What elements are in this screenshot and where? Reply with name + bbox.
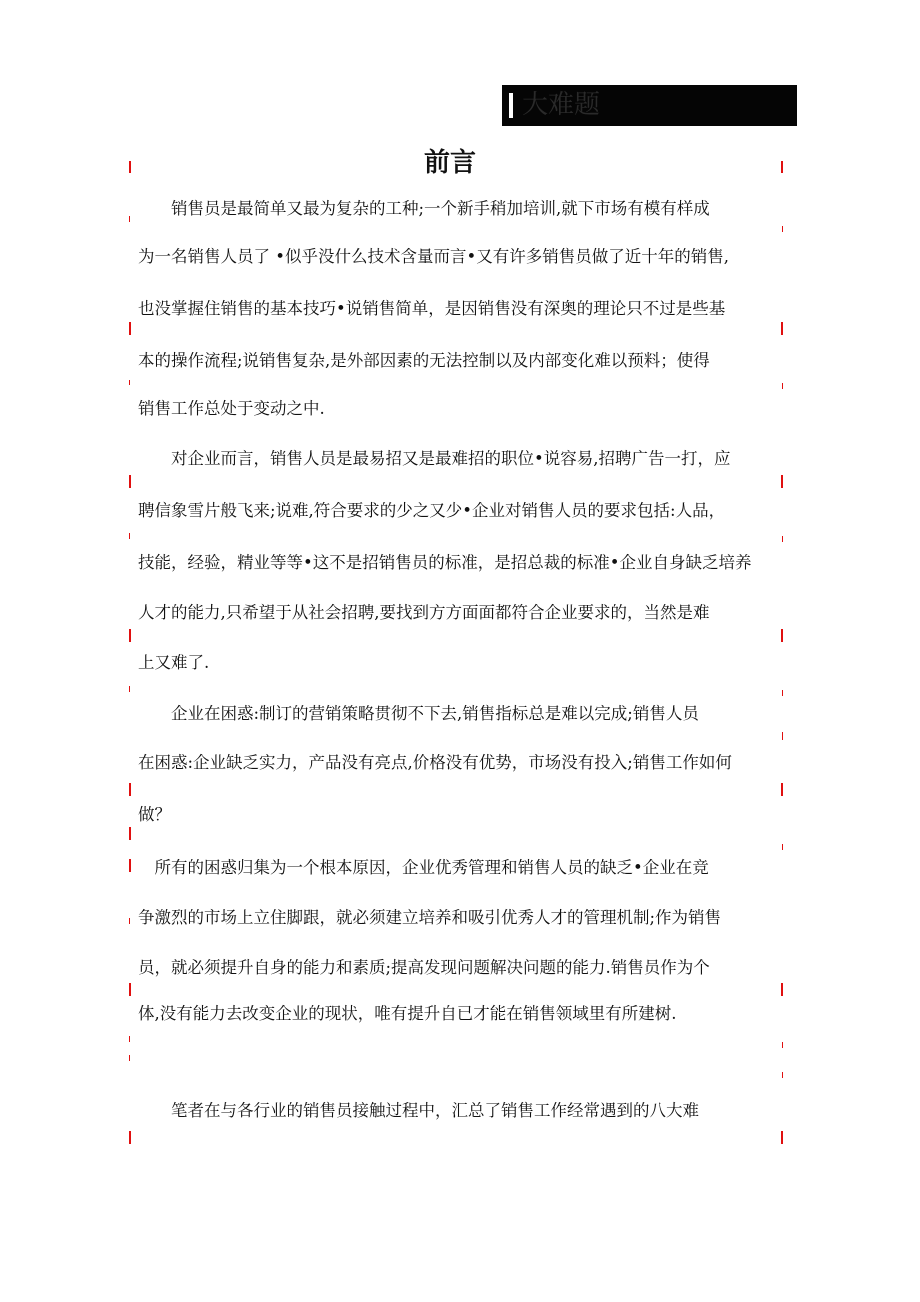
margin-mark <box>782 536 783 542</box>
margin-mark <box>129 686 130 692</box>
text-line: 技能，经验，精业等等•这不是招销售员的标准，是招总裁的标准•企业自身缺乏培养 <box>138 553 752 572</box>
margin-mark <box>781 629 783 642</box>
margin-mark <box>129 983 131 996</box>
text-line: 人才的能力,只希望于从社会招聘,要找到方方面面都符合企业要求的，当然是难 <box>138 603 710 622</box>
banner-bar-mark <box>509 93 513 118</box>
margin-mark <box>782 1072 783 1078</box>
margin-mark <box>781 783 783 796</box>
text-line: 本的操作流程;说销售复杂,是外部因素的无法控制以及内部变化难以预料；使得 <box>138 351 710 370</box>
text-line: 企业在困惑:制订的营销策略贯彻不下去,销售指标总是难以完成;销售人员 <box>138 704 699 723</box>
margin-mark <box>129 859 131 872</box>
text-line: 上又难了. <box>138 653 210 672</box>
margin-mark <box>129 380 130 385</box>
margin-mark <box>782 383 783 389</box>
text-line: 聘信象雪片般飞来;说难,符合要求的少之又少•企业对销售人员的要求包括:人品， <box>138 501 726 520</box>
margin-mark <box>129 216 130 222</box>
page-title: 前言 <box>423 148 476 178</box>
text-line: 在困惑:企业缺乏实力，产品没有亮点,价格没有优势，市场没有投入;销售工作如何 <box>138 753 732 772</box>
margin-mark <box>782 690 783 696</box>
text-line: 员，就必须提升自身的能力和素质;提高发现问题解决问题的能力.销售员作为个 <box>138 958 710 977</box>
margin-mark <box>129 322 131 335</box>
text-line: 销售工作总处于变动之中. <box>138 399 325 418</box>
text-line: 也没掌握住销售的基本技巧•说销售简单，是因销售没有深奥的理论只不过是些基 <box>138 299 726 318</box>
text-line: 争激烈的市场上立住脚跟，就必须建立培养和吸引优秀人才的管理机制;作为销售 <box>138 908 722 927</box>
margin-mark <box>129 629 131 642</box>
text-line: 体,没有能力去改变企业的现状，唯有提升自已才能在销售领域里有所建树. <box>138 1004 677 1023</box>
margin-mark <box>129 827 131 840</box>
text-line: 所有的困惑归集为一个根本原因，企业优秀管理和销售人员的缺乏•企业在竞 <box>138 858 709 877</box>
margin-mark <box>782 844 783 850</box>
margin-mark <box>781 1131 783 1144</box>
margin-mark <box>129 1055 130 1061</box>
banner-text: 大难题 <box>522 90 601 120</box>
margin-mark <box>129 1036 130 1042</box>
margin-mark <box>129 918 130 924</box>
text-line: 为一名销售人员了 •似乎没什么技术含量而言•又有许多销售员做了近十年的销售, <box>138 247 729 266</box>
text-line: 笔者在与各行业的销售员接触过程中，汇总了销售工作经常遇到的八大难 <box>138 1101 699 1120</box>
margin-mark <box>782 226 783 232</box>
margin-mark <box>782 732 783 740</box>
text-line: 销售员是最简单又最为复杂的工种;一个新手稍加培训,就下市场有模有样成 <box>138 199 710 218</box>
margin-mark <box>781 983 783 996</box>
margin-mark <box>781 322 783 335</box>
margin-mark <box>129 783 131 796</box>
margin-mark <box>781 475 783 488</box>
margin-mark <box>129 475 131 488</box>
margin-mark <box>782 1042 783 1048</box>
header-banner <box>502 85 797 126</box>
margin-mark <box>129 533 130 539</box>
text-line: 对企业而言，销售人员是最易招又是最难招的职位•说容易,招聘广告一打，应 <box>138 449 731 468</box>
text-line: 做？ <box>138 805 171 824</box>
margin-mark <box>129 1131 131 1144</box>
